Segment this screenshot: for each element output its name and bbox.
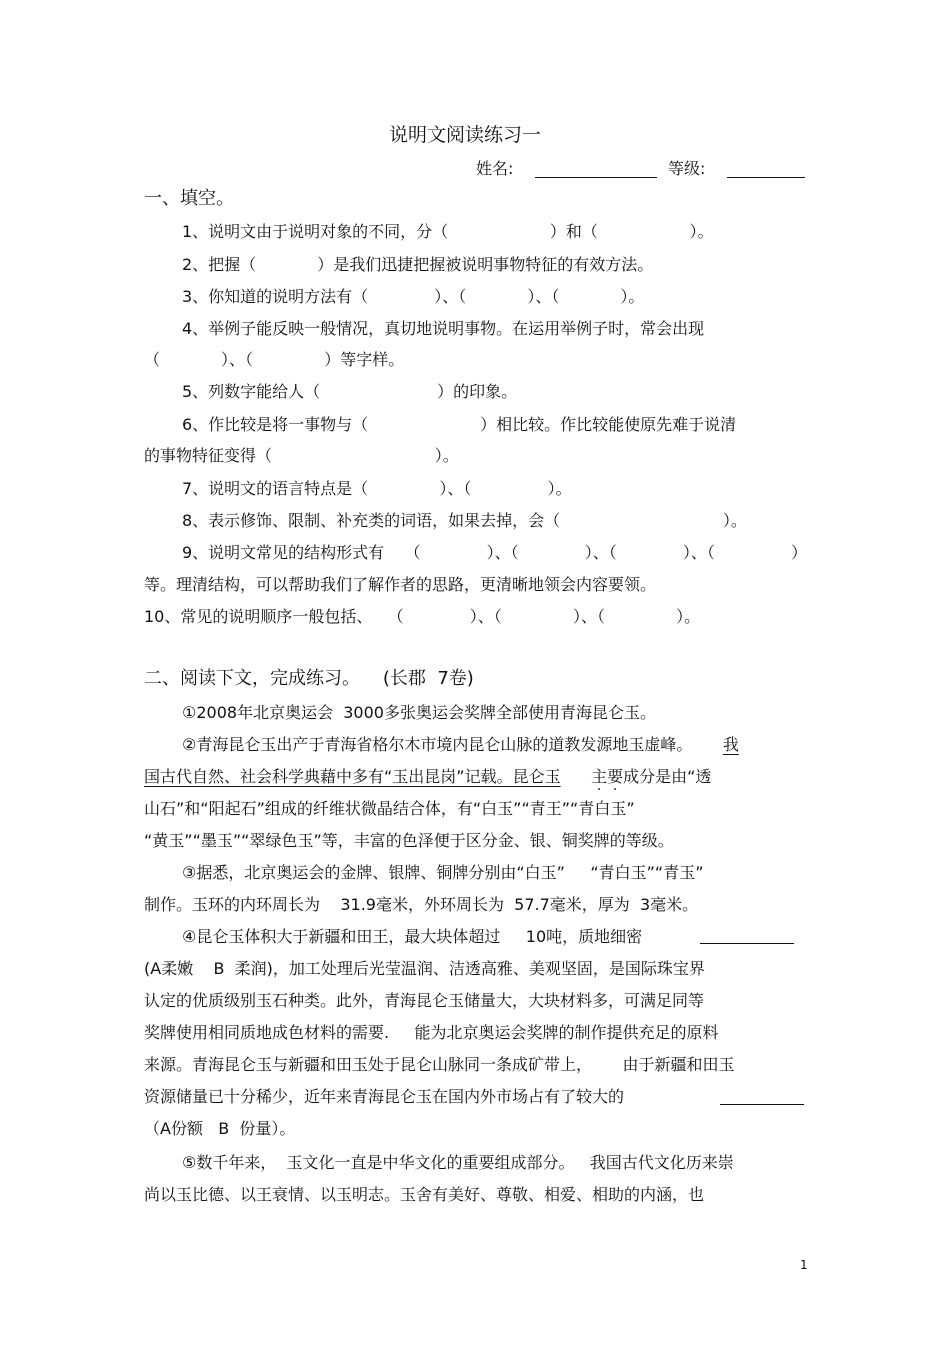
paragraph-4-line4: 奖牌使用相同质地成色材料的需要. 能为北京奥运会奖牌的制作提供充足的原料 [144, 1023, 719, 1042]
question-4-line1: 4、举例子能反映一般情况，真切地说明事物。在运用举例子时，常会出现 [182, 319, 705, 338]
grade-label: 等级: [668, 159, 706, 178]
paragraph-1: ①2008年北京奥运会 3000多张奥运会奖牌全部使用青海昆仑玉。 [182, 703, 656, 722]
name-label: 姓名: [476, 159, 514, 178]
paragraph-2-line1-text: ②青海昆仑玉出产于青海省格尔木市境内昆仑山脉的道教发源地玉虚峰。 [182, 735, 723, 754]
paragraph-3-line2: 制作。玉环的内环周长为 31.9毫米，外环周长为 57.7毫米，厚为 3毫米。 [144, 895, 699, 914]
question-3: 3、你知道的说明方法有（ ）、（ ）、（ ）。 [182, 287, 645, 306]
paragraph-2-underlined-start: 我 [722, 735, 739, 754]
paragraph-2-line2 [144, 766, 711, 788]
paragraph-4-line2: (A柔嫩 B 柔润)，加工处理后光莹温润、洁透高雅、美观坚固，是国际珠宝界 [144, 959, 705, 978]
emphasis-char-2: 要 [607, 767, 624, 786]
section-heading-reading: 二、阅读下文，完成练习。 (长郡 7卷) [144, 668, 474, 689]
paragraph-5-line1: ⑤数千年来， 玉文化一直是中华文化的重要组成部分。 我国古代文化历来崇 [182, 1153, 734, 1172]
answer-blank-line-2 [720, 1104, 804, 1105]
paragraph-2-underlined-text: 国古代自然、社会科学典藉中多有“玉出昆岗”记载。昆仑玉 [144, 767, 561, 786]
paragraph-2-line2-end: 成分是由“透 [623, 767, 712, 786]
question-2: 2、把握（ ）是我们迅捷把握被说明事物特征的有效方法。 [182, 255, 654, 274]
paragraph-2-gap [561, 767, 592, 786]
question-8: 8、表示修饰、限制、补充类的词语，如果去掉，会（ ）。 [182, 511, 747, 530]
paragraph-3-line1: ③据悉，北京奥运会的金牌、银牌、铜牌分别由“白玉” “青白玉”“青玉” [182, 863, 704, 882]
name-blank-line [535, 177, 657, 178]
paragraph-4-line1: ④昆仑玉体积大于新疆和田王，最大块体超过 10吨，质地细密 [182, 927, 643, 946]
question-1: 1、说明文由于说明对象的不同，分（ ）和（ ）。 [182, 222, 714, 241]
question-6-line1: 6、作比较是将一事物与（ ）相比较。作比较能使原先难于说清 [182, 415, 737, 434]
paragraph-4-line6: 资源储量已十分稀少，近年来青海昆仑玉在国内外市场占有了较大的 [144, 1087, 625, 1106]
paragraph-4-line3: 认定的优质级别玉石种类。此外，青海昆仑玉储量大，大块材料多，可满足同等 [144, 991, 705, 1010]
page-number: 1 [800, 1258, 808, 1272]
question-5: 5、列数字能给人（ ）的印象。 [182, 382, 518, 401]
paragraph-2-line3: 山石”和“阳起石”组成的纤维状微晶结合体，有“白玉”“青王”“青白玉” [144, 799, 635, 818]
question-7: 7、说明文的语言特点是（ ）、（ ）。 [182, 479, 572, 498]
grade-blank-line [727, 177, 805, 178]
emphasis-char-1: 主 [591, 767, 608, 786]
page-title: 说明文阅读练习一 [389, 124, 542, 146]
question-10: 10、常见的说明顺序一般包括、 （ ）、（ ）、（ ）。 [144, 607, 701, 626]
paragraph-2-line1 [182, 734, 739, 756]
section-heading-fill-blank: 一、填空。 [144, 188, 234, 209]
paragraph-4-line5: 来源。青海昆仑玉与新疆和田玉处于昆仑山脉同一条成矿带上， 由于新疆和田玉 [144, 1055, 735, 1074]
paragraph-4-line7: （A份额 B 份量）。 [144, 1119, 296, 1138]
paragraph-5-line2: 尚以玉比德、以王衰情、以玉明志。玉舍有美好、尊敬、相爱、相助的内涵，也 [144, 1185, 705, 1204]
question-9-line1: 9、说明文常见的结构形式有 （ ）、（ ）、（ ）、（ ） [182, 543, 808, 562]
paragraph-2-line4: “黄玉”“墨玉”“翠绿色玉”等，丰富的色泽便于区分金、银、铜奖牌的等级。 [144, 831, 674, 850]
question-6-line2: 的事物特征变得（ ）。 [144, 446, 459, 465]
answer-blank-line-1 [700, 943, 794, 944]
question-4-line2: （ ）、（ ）等字样。 [144, 350, 405, 369]
question-9-line2: 等。理清结构，可以帮助我们了解作者的思路，更清晰地领会内容要领。 [144, 575, 657, 594]
